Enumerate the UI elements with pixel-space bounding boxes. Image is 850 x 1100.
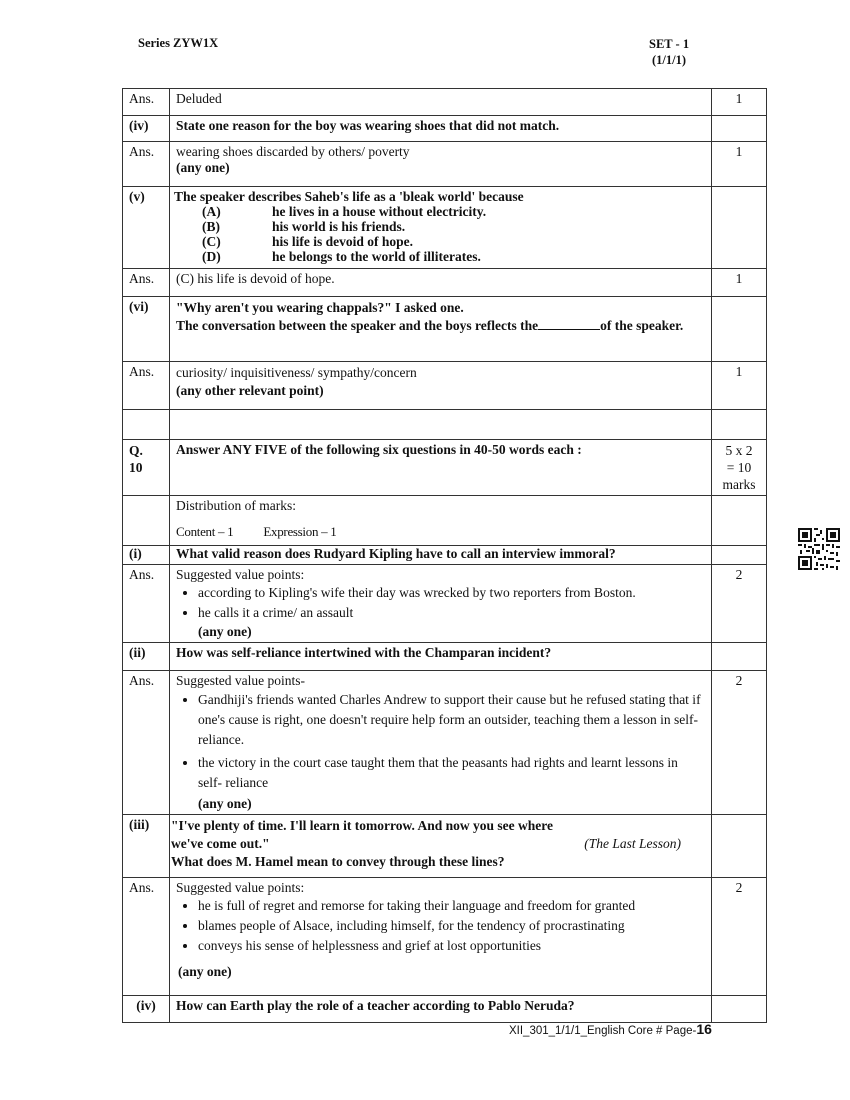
table-row bbox=[123, 297, 767, 362]
answer-note: (any one) bbox=[198, 796, 252, 811]
question-text: How was self-reliance intertwined with the Champaran incident? bbox=[170, 643, 712, 671]
option-d bbox=[174, 249, 705, 264]
option-text: his life is devoid of hope. bbox=[272, 234, 414, 249]
page-number: 16 bbox=[696, 1021, 712, 1037]
value-points bbox=[176, 584, 705, 621]
marks-cell bbox=[712, 297, 767, 362]
set-number: SET - 1 bbox=[649, 37, 690, 51]
table-row bbox=[123, 362, 767, 410]
question-cell bbox=[170, 297, 712, 362]
question-number: (i) bbox=[123, 546, 170, 565]
table-row bbox=[123, 671, 767, 815]
answer-cell bbox=[170, 671, 712, 815]
table-row-empty bbox=[123, 410, 767, 440]
list-item: • according to Kipling's wife their day was wrecked by two reporters from Boston. bbox=[198, 584, 705, 601]
marks-cell bbox=[712, 116, 767, 142]
marks-cell: 1 bbox=[712, 142, 767, 187]
table-row bbox=[123, 269, 767, 297]
option-c bbox=[174, 234, 705, 249]
row-label: Ans. bbox=[123, 362, 170, 410]
marks-line-2: = 10 bbox=[726, 460, 752, 475]
table-row bbox=[123, 878, 767, 996]
answer-text: wearing shoes discarded by others/ poverty bbox=[176, 144, 410, 159]
question-text-after: of the speaker. bbox=[600, 318, 684, 333]
footer-text: XII_301_1/1/1_English Core # Page- bbox=[509, 1025, 697, 1037]
question-number: (vi) bbox=[123, 297, 170, 362]
row-label: Ans. bbox=[123, 671, 170, 815]
marks-cell: 1 bbox=[712, 269, 767, 297]
answer-note: (any other relevant point) bbox=[176, 383, 324, 398]
marks-cell: 1 bbox=[712, 362, 767, 410]
list-item: • conveys his sense of helplessness and grief at lost opportunities bbox=[198, 937, 705, 954]
option-key: (C) bbox=[202, 234, 221, 249]
set-label bbox=[649, 36, 689, 68]
answer-cell bbox=[170, 878, 712, 996]
option-text: his world is his friends. bbox=[272, 219, 406, 234]
marks-distribution bbox=[170, 496, 712, 546]
question-text: What valid reason does Rudyard Kipling have to call an interview immoral? bbox=[170, 546, 712, 565]
quote-source: (The Last Lesson) bbox=[584, 836, 681, 851]
series-label: Series ZYW1X bbox=[138, 36, 219, 50]
question-cell bbox=[170, 815, 712, 878]
answer-intro: Suggested value points: bbox=[176, 880, 305, 895]
row-label: Ans. bbox=[123, 269, 170, 297]
row-label: Ans. bbox=[123, 878, 170, 996]
row-label: Ans. bbox=[123, 89, 170, 116]
option-key: (B) bbox=[202, 219, 220, 234]
question-number: (iv) bbox=[123, 116, 170, 142]
content-mark: Content – 1 bbox=[176, 524, 234, 539]
question-text: Answer ANY FIVE of the following six questions in 40-50 words each : bbox=[170, 440, 712, 496]
value-points bbox=[176, 690, 705, 793]
option-a bbox=[174, 204, 705, 219]
distribution-detail bbox=[176, 524, 705, 540]
answer-note: (any one) bbox=[198, 624, 252, 639]
question-text: What does M. Hamel mean to convey through these lines? bbox=[171, 854, 505, 869]
question-cell bbox=[170, 187, 712, 269]
question-text-before: The conversation between the speaker and the boys reflects the bbox=[176, 318, 539, 333]
question-number: (iv) bbox=[123, 996, 170, 1023]
question-prefix: Q. bbox=[129, 443, 143, 458]
question-number: (v) bbox=[123, 187, 170, 269]
table-row bbox=[123, 89, 767, 116]
answer-note: (any one) bbox=[178, 964, 232, 979]
table-row bbox=[123, 815, 767, 878]
answer-text: (C) his life is devoid of hope. bbox=[170, 269, 712, 297]
marks-cell bbox=[712, 187, 767, 269]
question-text bbox=[176, 316, 705, 334]
question-quote: "Why aren't you wearing chappals?" I asked one. bbox=[176, 300, 464, 315]
table-row bbox=[123, 496, 767, 546]
answer-intro: Suggested value points: bbox=[176, 567, 305, 582]
table-row bbox=[123, 565, 767, 643]
marks-cell: 2 bbox=[712, 671, 767, 815]
list-item: • he calls it a crime/ an assault bbox=[198, 604, 705, 621]
marks-cell: 1 bbox=[712, 89, 767, 116]
marks-cell bbox=[712, 440, 767, 496]
marks-line-3: marks bbox=[722, 477, 756, 492]
set-code: (1/1/1) bbox=[652, 53, 687, 67]
list-item: • blames people of Alsace, including himself, for the tendency of procrastinating bbox=[198, 917, 705, 934]
option-text: he lives in a house without electricity. bbox=[272, 204, 487, 219]
row-label: Ans. bbox=[123, 565, 170, 643]
option-text: he belongs to the world of illiterates. bbox=[272, 249, 481, 264]
question-index: 10 bbox=[129, 460, 143, 475]
table-row bbox=[123, 142, 767, 187]
answer-cell bbox=[170, 565, 712, 643]
distribution-title: Distribution of marks: bbox=[176, 498, 296, 513]
answer-key-table bbox=[122, 88, 767, 1023]
table-row bbox=[123, 440, 767, 496]
table-row bbox=[123, 116, 767, 142]
question-number: (iii) bbox=[123, 815, 170, 878]
qr-code-icon bbox=[798, 528, 840, 570]
table-row bbox=[123, 546, 767, 565]
marks-line-1: 5 x 2 bbox=[725, 443, 753, 458]
list-item: • Gandhiji's friends wanted Charles Andrew to support their cause but he refused stating that if one's cause is right, one doesn't require help form an outsider, teaching them a lesson in self- reliance. bbox=[198, 690, 705, 750]
table-row bbox=[123, 643, 767, 671]
fill-in-blank bbox=[538, 316, 600, 330]
question-number: (ii) bbox=[123, 643, 170, 671]
row-label: Ans. bbox=[123, 142, 170, 187]
expression-mark: Expression – 1 bbox=[263, 524, 337, 539]
question-text: The speaker describes Saheb's life as a 'bleak world' because bbox=[174, 189, 524, 204]
marks-cell: 2 bbox=[712, 878, 767, 996]
answer-note: (any one) bbox=[176, 160, 230, 175]
page-footer bbox=[509, 1021, 712, 1037]
table-row bbox=[123, 996, 767, 1023]
question-quote: (The Last Lesson) "I've plenty of time. I'll learn it tomorrow. And now you see where we've come out." bbox=[171, 818, 681, 851]
answer-cell bbox=[170, 142, 712, 187]
list-item: • the victory in the court case taught them that the peasants had rights and learnt lessons in self- reliance bbox=[198, 753, 705, 793]
answer-text: curiosity/ inquisitiveness/ sympathy/concern bbox=[176, 365, 417, 380]
answer-text: Deluded bbox=[170, 89, 712, 116]
question-text: State one reason for the boy was wearing shoes that did not match. bbox=[170, 116, 712, 142]
table-row bbox=[123, 187, 767, 269]
question-text: How can Earth play the role of a teacher according to Pablo Neruda? bbox=[170, 996, 712, 1023]
value-points bbox=[176, 897, 705, 954]
option-b bbox=[174, 219, 705, 234]
option-key: (A) bbox=[202, 204, 221, 219]
option-key: (D) bbox=[202, 249, 221, 264]
answer-cell bbox=[170, 362, 712, 410]
answer-intro: Suggested value points- bbox=[176, 673, 305, 688]
question-number bbox=[123, 440, 170, 496]
marks-cell: 2 bbox=[712, 565, 767, 643]
list-item: • he is full of regret and remorse for taking their language and freedom for granted bbox=[198, 897, 705, 914]
